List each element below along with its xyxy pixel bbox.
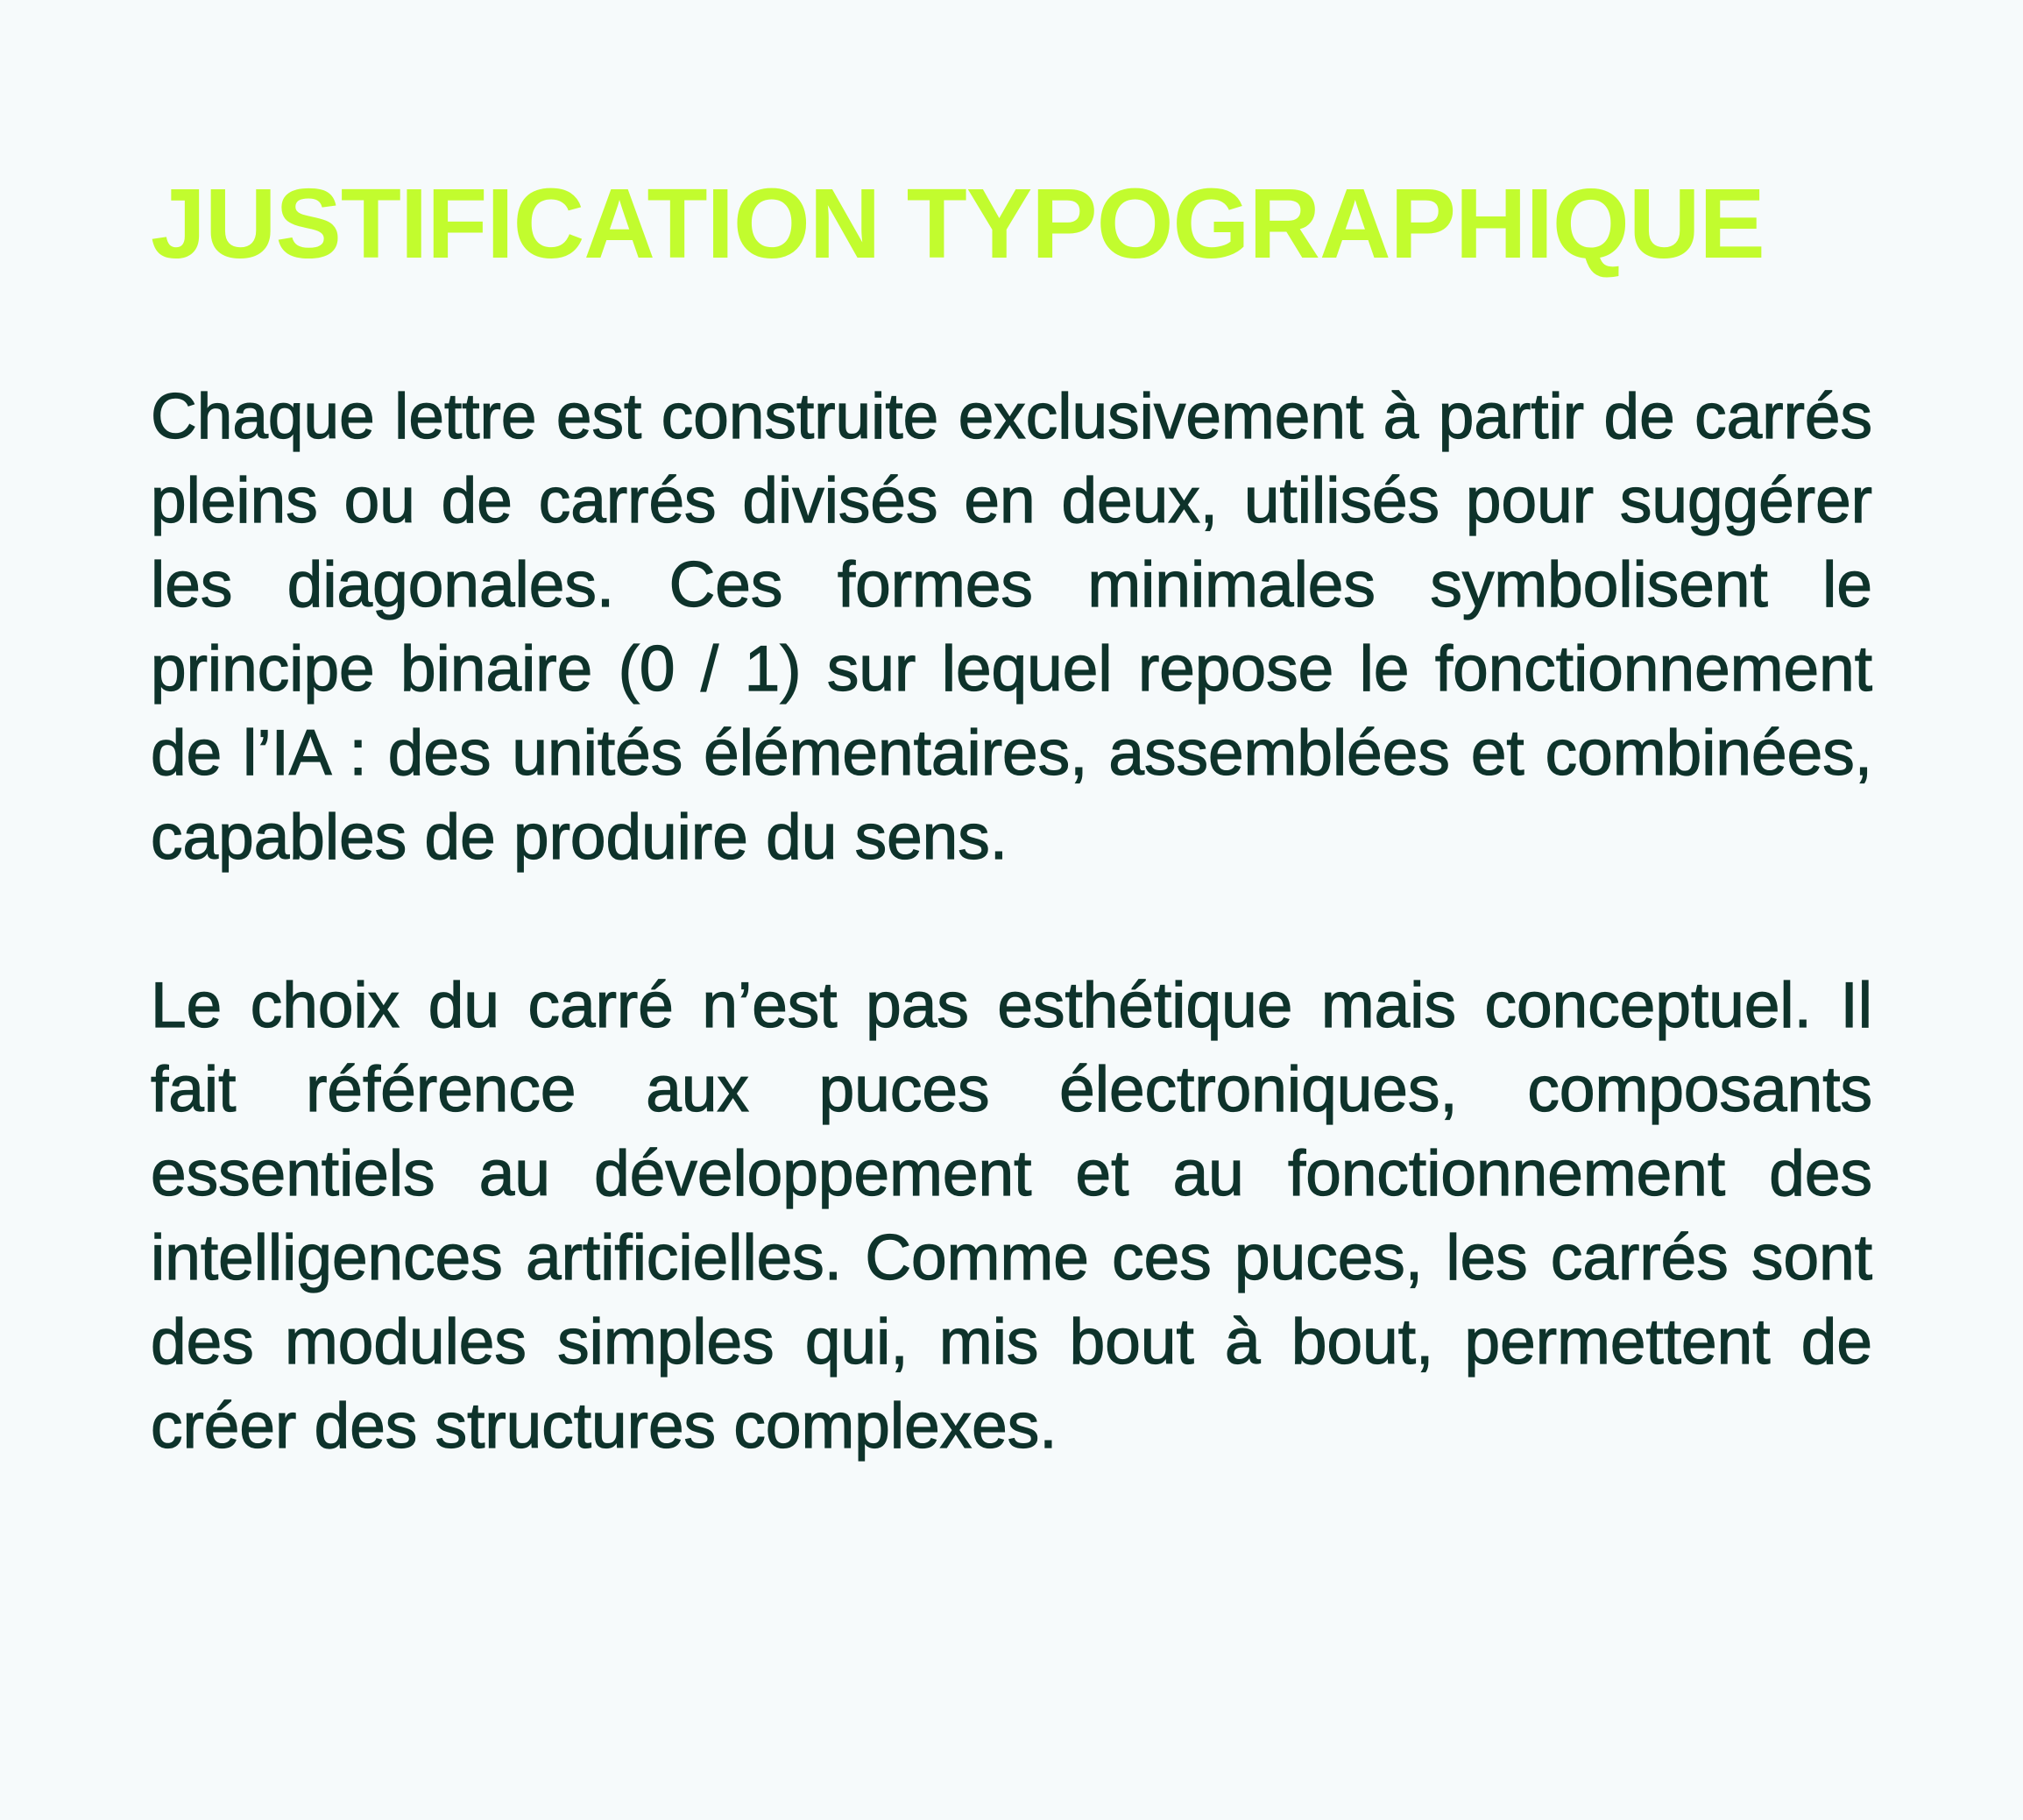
paragraph-binary-principle: Chaque lettre est construite exclusivement à partir de carrés pleins ou de carrés divisés en deux, utilisés pour suggérer les diagonales. Ces formes minimales symbolisent le principe binaire (0 / 1) sur lequel repose le fonctionnement de l’IA : des unités élémentaires, assemblées et combinées, capables de produire du sens.	[151, 381, 1872, 873]
document-page	[151, 166, 1872, 1469]
page-title: JUSTIFICATION TYPOGRAPHIQUE	[151, 168, 1765, 279]
paragraph-square-concept: Le choix du carré n’est pas esthétique mais conceptuel. Il fait référence aux puces électroniques, composants essentiels au développement et au fonctionnement des intelligences artificielles. Comme ces puces, les carrés sont des modules simples qui, mis bout à bout, permettent de créer des structures complexes.	[151, 970, 1872, 1462]
